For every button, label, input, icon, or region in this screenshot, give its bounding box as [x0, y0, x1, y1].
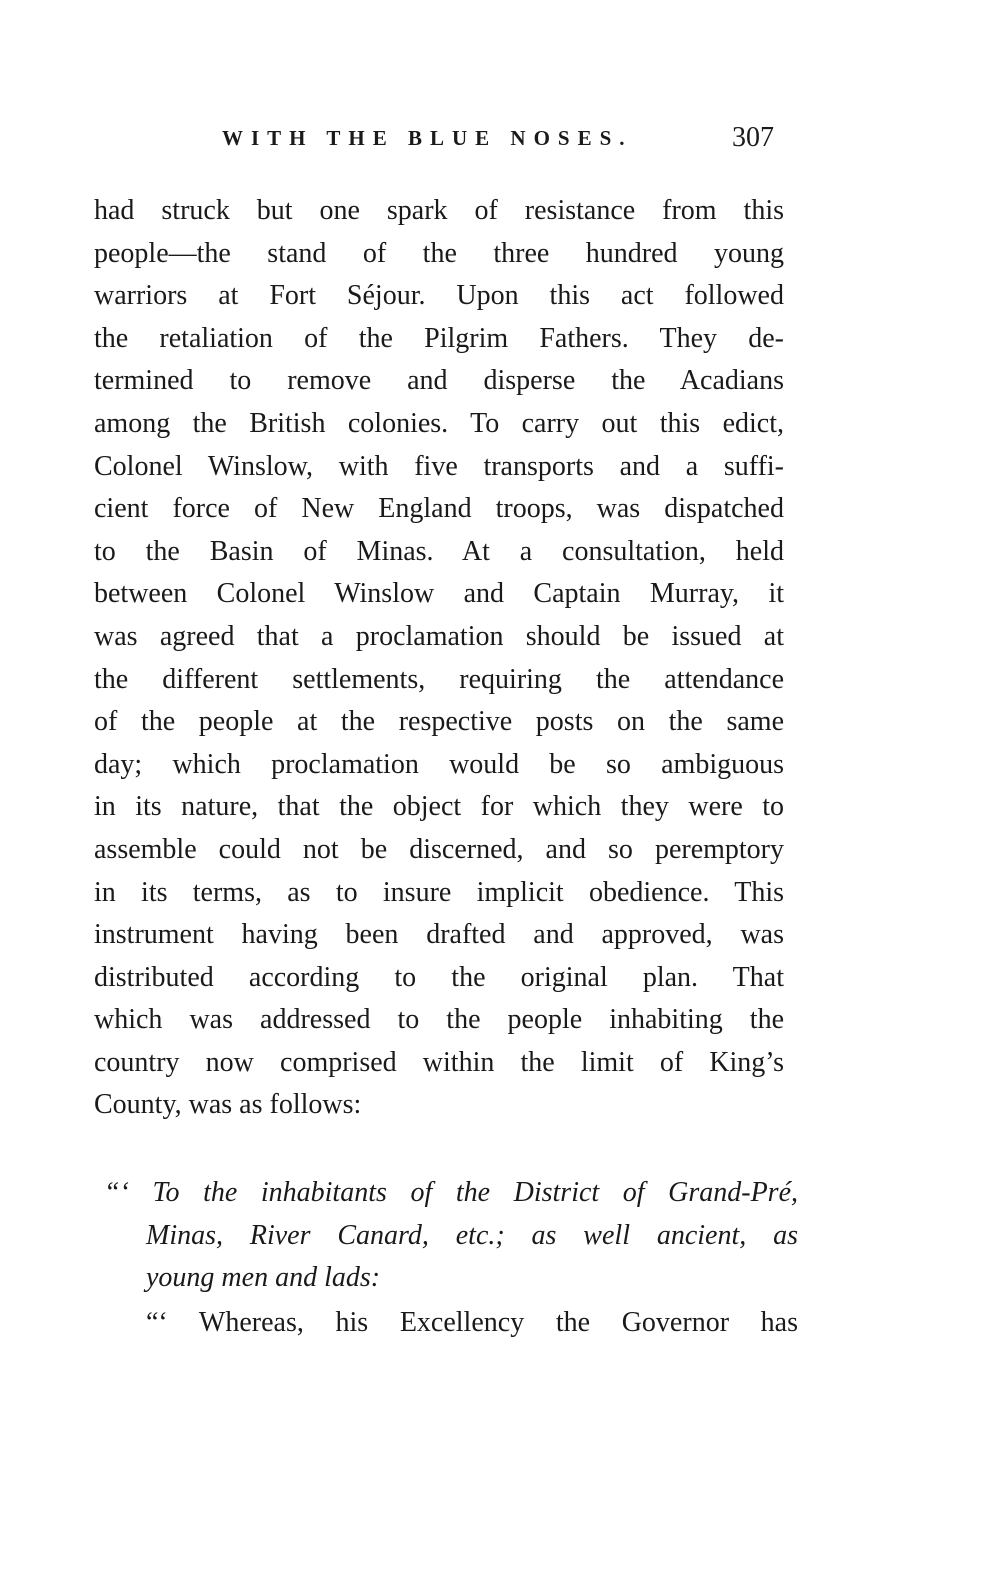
quote-address-line: young men and lads: — [146, 1262, 381, 1294]
text-line: which was addressed to the people inhabiting the — [94, 1004, 784, 1036]
text-line: country now comprised within the limit of King’s — [94, 1046, 784, 1078]
quote-address-line: “‘ To the inhabitants of the District of Grand-Pré, — [104, 1177, 798, 1208]
text-line: to the Basin of Minas. At a consultation, held — [94, 535, 784, 567]
text-line: instrument having been drafted and approved, was — [94, 919, 784, 951]
text-line: the different settlements, requiring the attendance — [94, 663, 784, 695]
quote-opening-line: “‘ Whereas, his Excellency the Governor has — [146, 1306, 798, 1338]
text-line: termined to remove and disperse the Acadians — [94, 365, 784, 397]
text-line: assemble could not be discerned, and so peremptory — [94, 833, 784, 865]
text-line: among the British colonies. To carry out this edict, — [94, 407, 784, 439]
proclamation-quote — [104, 1172, 798, 1344]
quote-address-line: Minas, River Canard, etc.; as well ancient, as — [146, 1219, 798, 1251]
text-line: had struck but one spark of resistance from this — [94, 195, 784, 226]
text-line: Colonel Winslow, with five transports and a suffi- — [94, 450, 784, 482]
running-title: WITH THE BLUE NOSES. — [222, 126, 633, 150]
text-line: day; which proclamation would be so ambiguous — [94, 748, 784, 780]
text-line: in its nature, that the object for which they were to — [94, 791, 784, 823]
page-number: 307 — [732, 122, 774, 153]
text-line: of the people at the respective posts on the same — [94, 706, 784, 738]
text-line: warriors at Fort Séjour. Upon this act followed — [94, 280, 784, 312]
text-line: distributed according to the original plan. That — [94, 961, 784, 993]
text-line: was agreed that a proclamation should be issued at — [94, 620, 784, 652]
text-line: cient force of New England troops, was dispatched — [94, 493, 784, 525]
text-line: people—the stand of the three hundred young — [94, 237, 784, 269]
text-line: the retaliation of the Pilgrim Fathers. They de- — [94, 322, 784, 354]
text-line: County, was as follows: — [94, 1089, 362, 1121]
text-line: between Colonel Winslow and Captain Murray, it — [94, 578, 784, 610]
text-line: in its terms, as to insure implicit obedience. This — [94, 876, 784, 908]
body-paragraph — [94, 190, 784, 1127]
